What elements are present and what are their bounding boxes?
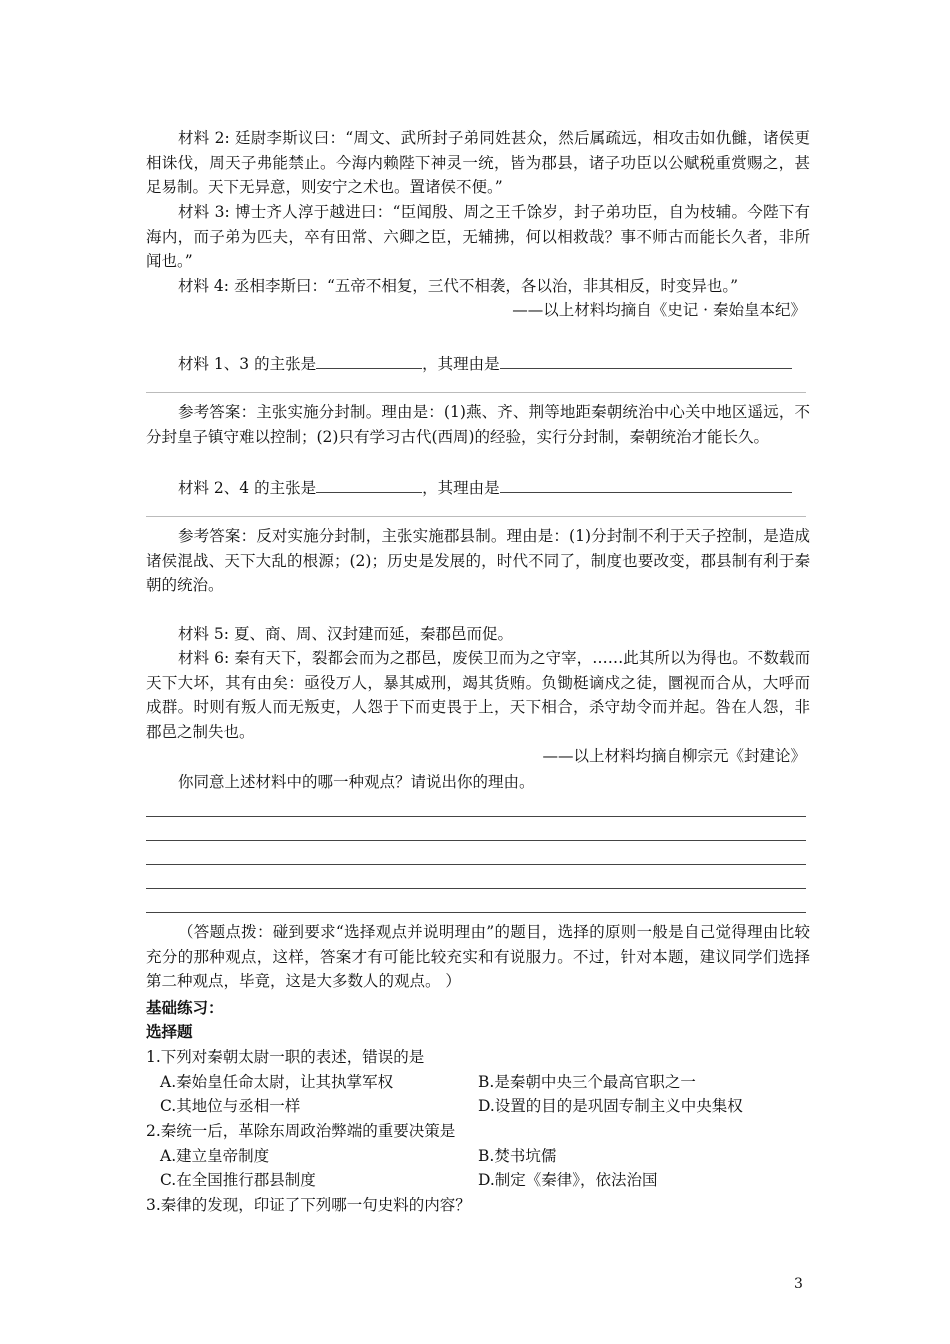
- question-3-stem: 3.秦律的发现，印证了下列哪一句史料的内容？: [146, 1196, 471, 1214]
- basic-practice-heading: 基础练习：: [146, 999, 224, 1017]
- question-1-option-c[interactable]: C.其地位与丞相一样: [160, 1097, 301, 1115]
- material-5: 材料 5: 夏、商、周、汉封建而延，秦郡邑而促。: [178, 625, 513, 643]
- question-1-stem: 1.下列对秦朝太尉一职的表述，错误的是: [146, 1048, 425, 1066]
- answer-13: 参考答案：主张实施分封制。理由是：(1)燕、齐、荆等地距秦朝统治中心关中地区遥远，不分封皇子镇守难以控制；(2)只有学习古代(西周)的经验，实行分封制，秦朝统治才能长久。: [146, 403, 810, 446]
- question-1-option-a[interactable]: A.秦始皇任命太尉，让其执掌军权: [160, 1073, 394, 1091]
- question-24: [146, 474, 810, 501]
- answer-line[interactable]: [146, 840, 806, 841]
- answer-blank-24-reason[interactable]: [500, 474, 792, 493]
- answer-line[interactable]: [146, 392, 806, 393]
- question-1-option-d[interactable]: D.设置的目的是巩固专制主义中央集权: [478, 1097, 743, 1115]
- answer-blank-13-stance[interactable]: [316, 350, 422, 369]
- answer-24: 参考答案：反对实施分封制，主张实施郡县制。理由是：(1)分封制不利于天子控制，是造成诸侯混战、天下大乱的根源；(2)；历史是发展的，时代不同了，制度也要改变，郡县制有利于秦朝的统治。: [146, 527, 810, 594]
- question-24-mid: ，其理由是: [422, 479, 500, 497]
- multiple-choice-heading: 选择题: [146, 1023, 193, 1041]
- answer-blank-13-reason[interactable]: [500, 350, 792, 369]
- question-2-option-d[interactable]: D.制定《秦律》，依法治国: [478, 1171, 658, 1189]
- answer-line[interactable]: [146, 816, 806, 817]
- source-fengjianlun: ——以上材料均摘自柳宗元《封建论》: [542, 747, 806, 765]
- page-number: 3: [794, 1276, 803, 1292]
- question-13-mid: ，其理由是: [422, 355, 500, 373]
- source-shiji: ——以上材料均摘自《史记 · 秦始皇本纪》: [512, 301, 806, 319]
- answer-line[interactable]: [146, 516, 806, 517]
- answer-line[interactable]: [146, 864, 806, 865]
- answer-line[interactable]: [146, 912, 806, 913]
- question-2-option-a[interactable]: A.建立皇帝制度: [160, 1147, 270, 1165]
- question-13-prefix: 材料 1、3 的主张是: [178, 355, 317, 373]
- question-1-option-b[interactable]: B.是秦朝中央三个最高官职之一: [478, 1073, 696, 1091]
- material-6: 材料 6: 秦有天下，裂都会而为之郡邑，废侯卫而为之守宰，……此其所以为得也。不数载而天下大坏，其有由矣：亟役万人，暴其威刑，竭其货贿。负锄梃谪戍之徒，圜视而合从，大呼而成群。时则有叛人而无叛吏，人怨于下而吏畏于上，天下相合，杀守劫令而并起。咎在人怨，非郡邑之制失也。: [146, 649, 810, 741]
- material-4: 材料 4: 丞相李斯曰：“五帝不相复，三代不相袭，各以治，非其相反，时变异也。”: [178, 277, 739, 295]
- question-2-option-c[interactable]: C.在全国推行郡县制度: [160, 1171, 316, 1189]
- question-2-option-b[interactable]: B.焚书坑儒: [478, 1147, 557, 1165]
- question-13: [146, 350, 810, 377]
- question-24-prefix: 材料 2、4 的主张是: [178, 479, 317, 497]
- material-3: 材料 3: 博士齐人淳于越进曰：“臣闻殷、周之王千馀岁，封子弟功臣，自为枝辅。今陛下有海内，而子弟为匹夫，卒有田常、六卿之臣，无辅拂，何以相救哉？事不师古而能长久者，非所闻也。”: [146, 203, 810, 270]
- answer-tip: （答题点拨：碰到要求“选择观点并说明理由”的题目，选择的原则一般是自己觉得理由比较充分的那种观点，这样，答案才有可能比较充实和有说服力。不过，针对本题，建议同学们选择第二种观点，毕竟，这是大多数人的观点。 ）: [146, 923, 810, 990]
- question-2-stem: 2.秦统一后，革除东周政治弊端的重要决策是: [146, 1122, 456, 1140]
- answer-line[interactable]: [146, 888, 806, 889]
- material-2: 材料 2: 廷尉李斯议曰：“周文、武所封子弟同姓甚众，然后属疏远，相攻击如仇雠，诸侯更相诛伐，周天子弗能禁止。今海内赖陛下神灵一统，皆为郡县，诸子功臣以公赋税重赏赐之，甚足易制。天下无异意，则安宁之术也。置诸侯不便。”: [146, 129, 810, 196]
- question-56: 你同意上述材料中的哪一种观点？请说出你的理由。: [178, 773, 535, 791]
- answer-blank-24-stance[interactable]: [316, 474, 422, 493]
